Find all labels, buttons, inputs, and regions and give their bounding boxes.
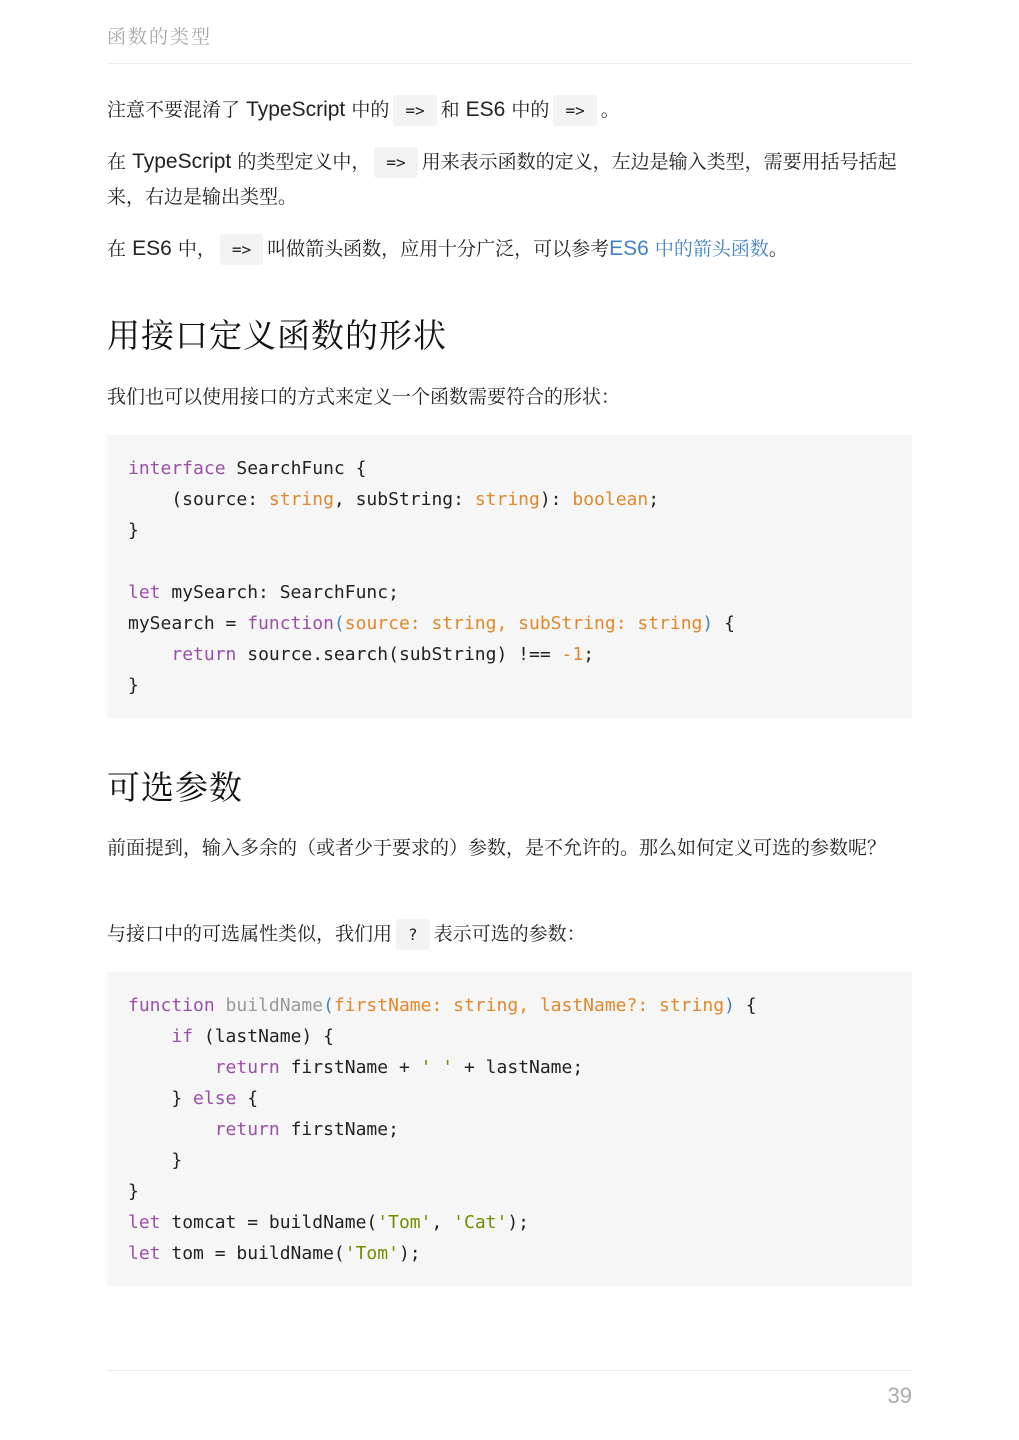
- es6-arrow-function-link[interactable]: ES6 中的箭头函数: [609, 237, 769, 260]
- paragraph-es6-arrow: 在 ES6 中， => 叫做箭头函数，应用十分广泛，可以参考ES6 中的箭头函数。: [107, 232, 912, 267]
- footer-divider: [107, 1370, 912, 1371]
- inline-code: =>: [553, 95, 596, 126]
- inline-code: =>: [220, 234, 263, 265]
- paragraph-optional-intro: 前面提到，输入多余的（或者少于要求的）参数，是不允许的。那么如何定义可选的参数呢？: [107, 837, 887, 859]
- paragraph-arrow-confusion: 注意不要混淆了 TypeScript 中的 => 和 ES6 中的 => 。: [107, 93, 912, 128]
- code-block-search-func: interface SearchFunc { (source: string, subString: string): boolean; } let mySearch: SearchFunc; mySearch = function(source: string, subString: string) { return source.search(subString) !== -1; }: [107, 435, 912, 718]
- code-block-build-name: function buildName(firstName: string, lastName?: string) { if (lastName) { return firstName + ' ' + lastName; } else { return firstName; } } let tomcat = buildName('Tom', 'Cat'); let tom = buildName('Tom');: [107, 972, 912, 1286]
- paragraph-interface-intro: 我们也可以使用接口的方式来定义一个函数需要符合的形状：: [107, 386, 621, 408]
- inline-code: ?: [396, 919, 430, 950]
- inline-code: =>: [374, 147, 417, 178]
- paragraph-optional-syntax: 与接口中的可选属性类似，我们用 ? 表示可选的参数：: [107, 917, 912, 952]
- inline-code: =>: [393, 95, 436, 126]
- header-divider: [107, 63, 912, 64]
- paragraph-ts-arrow: 在 TypeScript 的类型定义中， => 用来表示函数的定义，左边是输入类型，需要用括号括起来，右边是输出类型。: [107, 145, 912, 214]
- running-header: 函数的类型: [107, 26, 213, 48]
- section-heading-optional-params: 可选参数: [107, 768, 243, 807]
- page-number: 39: [887, 1383, 912, 1408]
- section-heading-interface-function: 用接口定义函数的形状: [107, 316, 447, 355]
